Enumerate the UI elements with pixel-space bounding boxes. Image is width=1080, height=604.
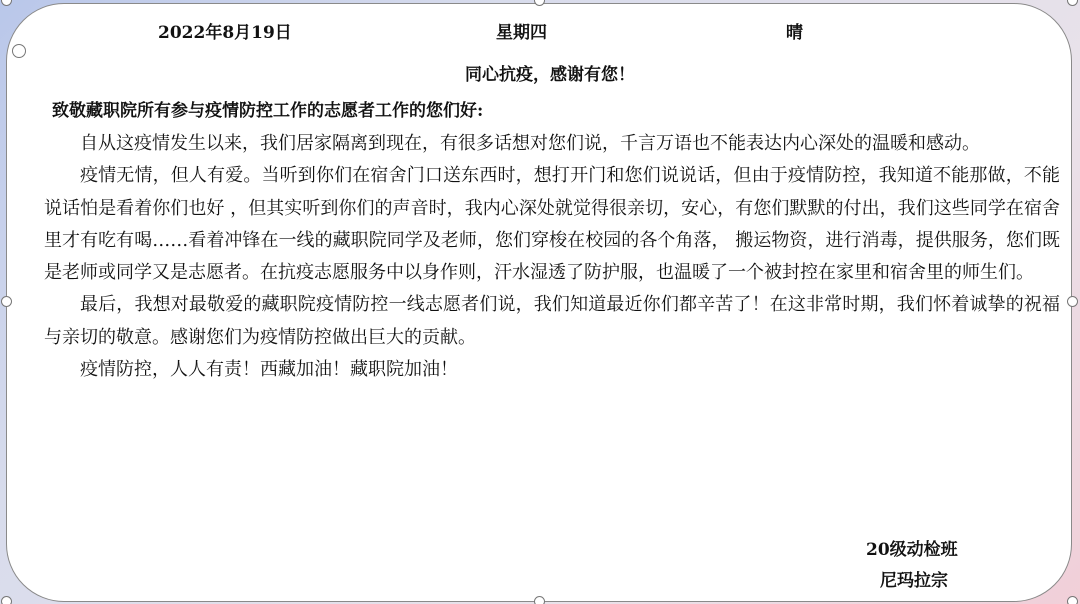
- letter-paragraph: 疫情无情，但人有爱。当听到你们在宿舍门口送东西时，想打开门和您们说说话，但由于疫情防控，我知道不能那做，不能说话怕是看着你们也好 ，但其实听到你们的声音时，我内心深处就觉得很亲切，安心，有您们默默的付出，我们这些同学在宿舍里才有吃有喝……看着冲锋在一线的藏职院同学及老师，您们穿梭在校园的各个角落， 搬运物资，进行消毒，提供服务，您们既是老师或同学又是志愿者。在抗疫志愿服务中以身作则，汗水湿透了防护服，也温暖了一个被封控在家里和宿舍里的师生们。: [44, 165, 1060, 284]
- resize-handle-bottom-left[interactable]: [1, 596, 12, 604]
- signature-class: 20级动检班: [866, 540, 958, 560]
- resize-handle-middle-right[interactable]: [1067, 296, 1078, 307]
- letter-weather: 晴: [786, 23, 803, 43]
- letter-paragraph: 疫情防控，人人有责！西藏加油！藏职院加油！: [80, 359, 458, 381]
- letter-paragraph: 自从这疫情发生以来，我们居家隔离到现在，有很多话想对您们说，千言万语也不能表达内心深处的温暖和感动。: [80, 133, 980, 154]
- resize-handle-middle-left[interactable]: [1, 296, 12, 307]
- letter-paragraph: 最后，我想对最敬爱的藏职院疫情防控一线志愿者们说，我们知道最近你们都辛苦了！在这非常时期，我们怀着诚挚的祝福与亲切的敬意。感谢您们为疫情防控做出巨大的贡献。: [44, 294, 1060, 348]
- signature-name: 尼玛拉宗: [880, 571, 948, 591]
- letter-weekday: 星期四: [496, 23, 547, 43]
- rotate-handle-icon[interactable]: [12, 44, 26, 58]
- letter-date: 2022年8月19日: [158, 23, 292, 43]
- resize-handle-top-left[interactable]: [1, 0, 12, 6]
- letter-heading: 同心抗疫，感谢有您！: [465, 65, 635, 85]
- resize-handle-bottom-center[interactable]: [534, 596, 545, 604]
- resize-handle-bottom-right[interactable]: [1067, 596, 1078, 604]
- letter-body: [44, 128, 1060, 386]
- resize-handle-top-right[interactable]: [1067, 0, 1078, 6]
- letter-greeting: 致敬藏职院所有参与疫情防控工作的志愿者工作的您们好:: [52, 101, 484, 121]
